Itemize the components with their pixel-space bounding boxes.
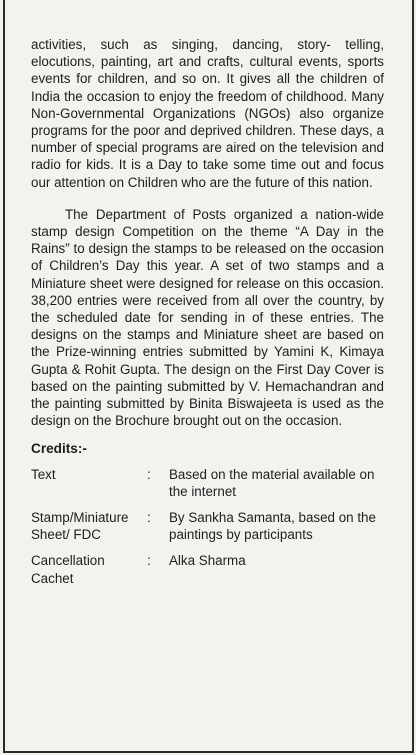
credit-value: By Sankha Samanta, based on the paintings by participants — [169, 510, 376, 543]
credit-row-cancellation — [31, 552, 384, 586]
credit-label: Text — [31, 466, 56, 482]
credit-colon: : — [147, 553, 151, 569]
credit-value: Based on the material available on the internet — [169, 466, 375, 499]
credit-row-text — [31, 466, 384, 500]
credit-colon: : — [147, 510, 151, 526]
credit-colon: : — [147, 466, 151, 482]
credit-label: Stamp/Miniature Sheet/ FDC — [31, 510, 129, 543]
page-content — [31, 36, 384, 587]
credit-row-stamp — [31, 509, 384, 543]
credits-heading: Credits:- — [31, 441, 87, 457]
credit-value: Alka Sharma — [169, 553, 246, 569]
credit-label: Cancellation Cachet — [31, 553, 105, 586]
body-paragraph-1: activities, such as singing, dancing, story- telling, elocutions, painting, art and crafts, cultural events, sports events for children, and so on. It gives all the children of India the occasion to enjoy the freedom of childhood. Many Non-Governmental Organizations (NGOs) also organize programs for the poor and deprived children. These days, a number of special programs are aired on the television and radio for kids. It is a Day to take some time out and focus our attention on Children who are the future of this nation. — [31, 37, 384, 190]
body-paragraph-2: The Department of Posts organized a nation-wide stamp design Competition on the theme “A Day in the Rains” to design the stamps to be released on the occasion of Children’s Day this year. A set of two stamps and a Miniature sheet were designed for release on this occasion. 38,200 entries were received from all over the country, by the scheduled date for sending in of these entries. The designs on the stamps and Miniature sheet are based on the Prize-winning entries submitted by Yamini K, Kimaya Gupta & Rohit Gupta. The design on the First Day Cover is based on the painting submitted by V. Hemachandran and the painting submitted by Binita Biswajeeta is used as the design on the Brochure brought out on the occasion. — [31, 206, 384, 429]
